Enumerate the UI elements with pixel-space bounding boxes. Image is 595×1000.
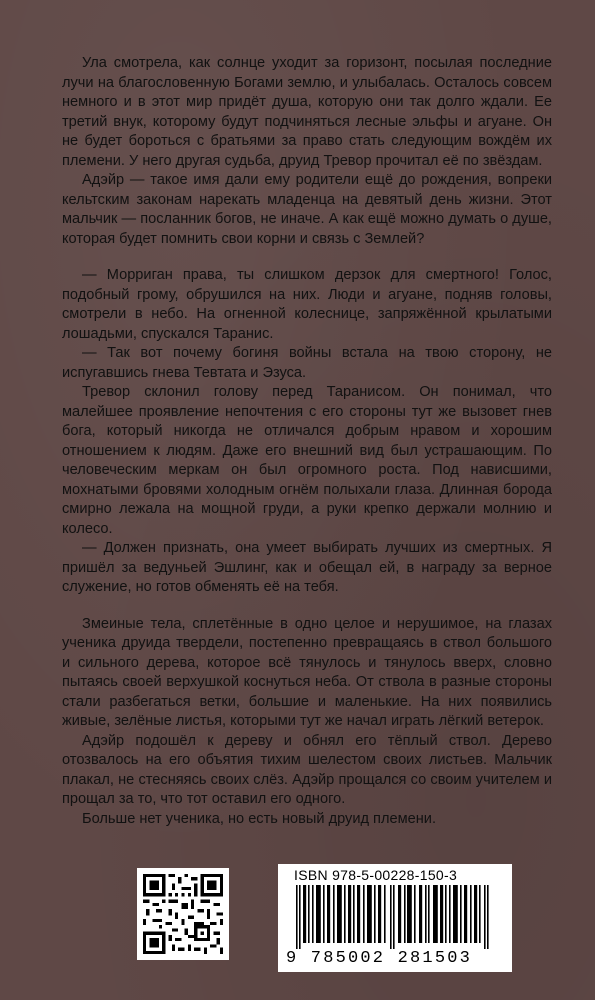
paragraph: — Так вот почему богиня войны встала на твою сторону, не испугавшись гнева Тевтата и Эзуса.: [62, 345, 552, 381]
paragraph: Тревор склонил голову перед Таранисом. Он понимал, что малейшее проявление непочтения с его стороны тут же вызовет гнев бога, который никогда не отличался добрым нравом и хорошим отношением к людям. Даже его внешний вид был устрашающим. По человеческим меркам он был огромного роста. Под нависшими, мохнатыми бровями холодным огнём полыхали глаза. Длинная борода смирно лежала на мощной груди, а руки крепко держали молнию и колесо.: [62, 384, 552, 537]
paragraph: — Должен признать, она умеет выбирать лучших из смертных. Я пришёл за ведуньей Эшлинг, как и обещал ей, в награду за верное служение, но готов обменять её на тебя.: [62, 540, 552, 595]
qr-code-icon: [143, 874, 223, 954]
paragraph: Змеиные тела, сплетённые в одно целое и нерушимое, на глазах ученика друида твердели, постепенно превращаясь в ствол большого и сильного дерева, которое всё тянулось и тянулось вверх, словно пытаясь своей верхушкой коснуться неба. От ствола в разные стороны стали разбегаться ветки, большие и маленькие. На них появились живые, зелёные листья, которыми тут же начал играть лёгкий ветерок.: [62, 615, 552, 729]
qr-code: [137, 868, 229, 960]
barcode-bars-icon: [286, 885, 504, 949]
paragraph: Ула смотрела, как солнце уходит за горизонт, посылая последние лучи на благословенную Богами землю, и улыбалась. Осталось совсем немного и в этот мир придёт душа, которую они так долго ждали. Ее третий внук, которому будут подчиняться лесные эльфы и агуане. Он не будет бороться с братьями за право стать следующим вождём их племени. У него другая судьба, друид Тревор прочитал её по звёздам.: [62, 55, 552, 169]
isbn-digits: 9 785002 281503: [286, 949, 473, 968]
blurb-text: [62, 54, 552, 829]
section-gap: [62, 598, 552, 615]
isbn-barcode: [278, 864, 512, 972]
paragraph: — Морриган права, ты слишком дерзок для смертного! Голос, подобный грому, обрушился на них. Люди и агуане, подняв головы, смотрели в небо. На огненной колеснице, запряжённой крылатыми лошадьми, спускался Таранис.: [62, 267, 552, 342]
paragraph: Больше нет ученика, но есть новый друид племени.: [82, 810, 437, 827]
isbn-label: ISBN 978-5-00228-150-3: [294, 867, 458, 883]
paragraph: Адэйр подошёл к дереву и обнял его тёплый ствол. Дерево отозвалось на его объятия тихим шелестом своих листьев. Мальчик плакал, не стесняясь своих слёз. Адэйр прощался со своим учителем и прощал за то, что тот оставил его одного.: [62, 732, 552, 807]
paragraph: Адэйр — такое имя дали ему родители ещё до рождения, вопреки кельтским законам нарекать младенца на девятый день жизни. Этот мальчик — посланник богов, не иначе. А как ещё можно думать о душе, которая будет помнить свои корни и связь с Землей?: [62, 172, 552, 247]
section-gap: [62, 249, 552, 266]
